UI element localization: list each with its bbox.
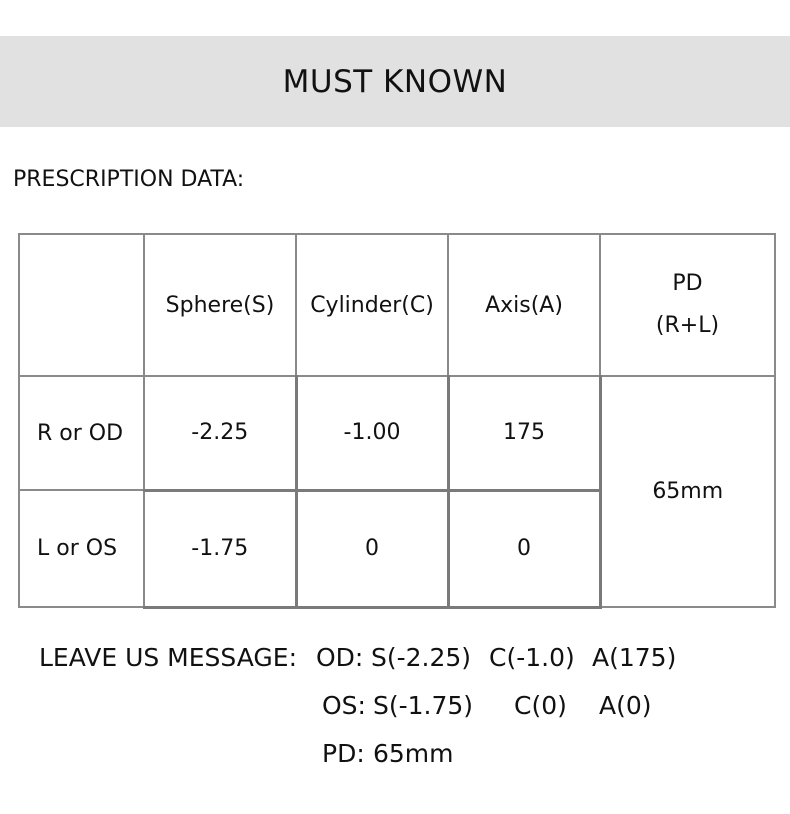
message-od-sphere: S(-2.25) (371, 643, 472, 672)
pd-header-line2: (R+L) (655, 313, 720, 338)
cell-od-sphere: -2.25 (144, 376, 296, 490)
banner-title: MUST KNOWN (282, 63, 508, 100)
header-cell-cylinder: Cylinder(C) (296, 234, 448, 376)
prescription-table (18, 233, 776, 609)
table-row-od (19, 376, 775, 490)
row-label-od: R or OD (19, 376, 144, 490)
row-label-os: L or OS (19, 490, 144, 607)
message-os-label: OS: (322, 691, 366, 720)
message-pd-value: 65mm (373, 739, 454, 768)
message-od-axis: A(175) (592, 643, 677, 672)
cell-pd-value: 65mm (600, 376, 775, 607)
cell-os-cylinder: 0 (296, 490, 448, 607)
message-os-cylinder: C(0) (514, 691, 567, 720)
cell-od-axis: 175 (448, 376, 600, 490)
cell-od-cylinder: -1.00 (296, 376, 448, 490)
section-label: PRESCRIPTION DATA: (13, 167, 245, 192)
message-prefix: LEAVE US MESSAGE: (39, 643, 298, 672)
pd-header-line1: PD (672, 271, 703, 296)
header-cell-axis: Axis(A) (448, 234, 600, 376)
header-banner (0, 36, 790, 127)
message-os-axis: A(0) (599, 691, 652, 720)
cell-os-sphere: -1.75 (144, 490, 296, 607)
header-cell-empty (19, 234, 144, 376)
message-os-sphere: S(-1.75) (373, 691, 474, 720)
message-pd-label: PD: (322, 739, 365, 768)
cell-os-axis: 0 (448, 490, 600, 607)
header-cell-pd (600, 234, 775, 376)
header-cell-sphere: Sphere(S) (144, 234, 296, 376)
message-od-label: OD: (316, 643, 364, 672)
message-od-cylinder: C(-1.0) (489, 643, 575, 672)
table-header-row (19, 234, 775, 376)
